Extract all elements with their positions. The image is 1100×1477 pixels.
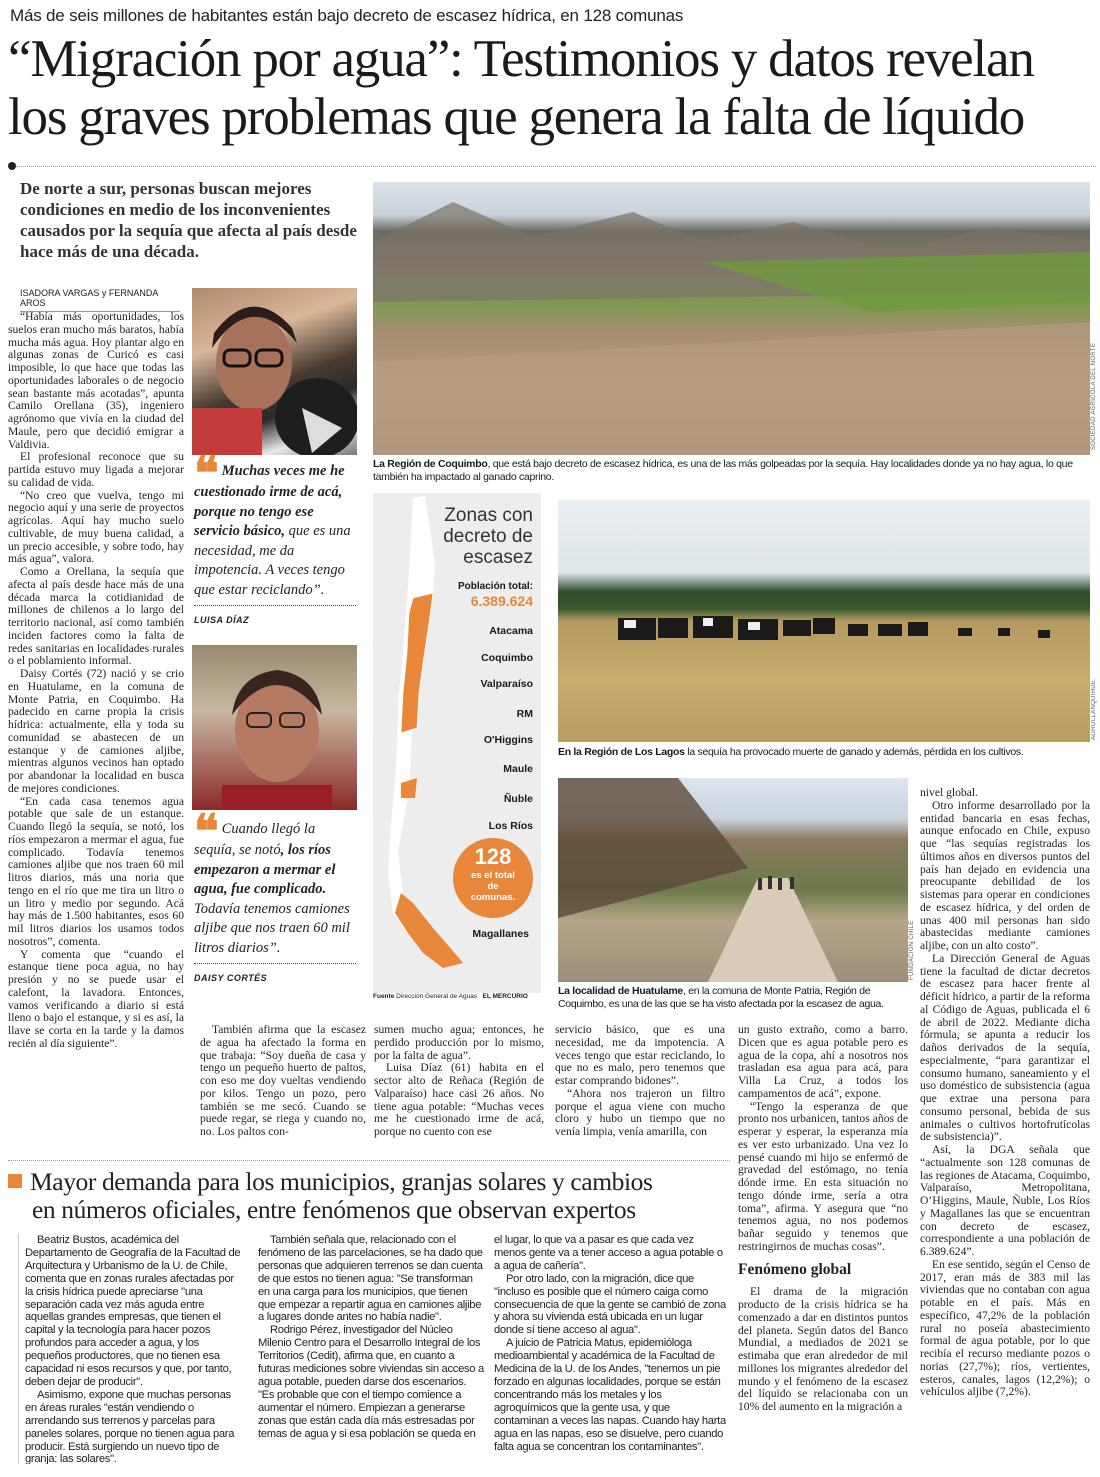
caption-lead: En la Región de Los Lagos	[558, 746, 685, 758]
pull-quote-daisy	[194, 804, 356, 989]
headline	[8, 30, 1098, 146]
sidebar-column-2	[258, 1234, 484, 1464]
paragraph: Así, la DGA señala que “actualmente son 128 comunas de las regiones de Atacama, Coquimbo, Valparaíso, Metropolitana, O’Higgins, Maule, Ñuble, Los Ríos y Magallanes las que se encuentran con decreto de escasez, correspondiente a una población de 6.389.624”.	[920, 1143, 1090, 1258]
region-label: Coquimbo	[481, 651, 533, 664]
paragraph: Y comenta que “cuando el estanque tiene poca agua, no hay presión y no se puede usar el calefont, la lavadora. Entonces, vamos verificando a diario si está lleno o bajo el estanque, y si es así, la llave se corta en la tarde y la damos recién al día siguiente”.	[8, 947, 184, 1050]
region-label: Valparaíso	[480, 678, 533, 690]
caption-text: la sequía ha provocado muerte de ganado y además, pérdida en los cultivos.	[684, 746, 1024, 758]
source-text: Dirección General de Aguas	[396, 993, 478, 1000]
region-label: Magallanes	[472, 928, 529, 940]
byline: ISADORA VARGAS y FERNANDA AROS	[20, 288, 180, 312]
region-label: Atacama	[489, 625, 533, 637]
quote-author: DAISY CORTÉS	[194, 963, 356, 989]
divider	[16, 166, 1096, 167]
photo-caption	[558, 746, 1093, 759]
paragraph: El drama de la migración producto de la crisis hídrica se ha comenzado a dar en distintos puntos del planeta. Según datos del Banco Mundial, a mediados de 2021 se estimaba que eran alrededor de mil millones los migrantes alrededor del mundo y el fenómeno de la escasez del líquido se relacionaba con un 10% del aumento en la migración a	[738, 1285, 908, 1413]
region-label: Maule	[503, 762, 533, 775]
orange-square-icon	[8, 1174, 22, 1188]
paragraph: un gusto extraño, como a barro. Dicen que es agua potable pero es agua de la copa, ahí a nosotros nos trasladan esa agua para acá, para Villa La Cruz, a todos los campamentos de acá”, expone.	[738, 1024, 908, 1100]
region-list	[423, 618, 533, 839]
paragraph: Beatriz Bustos, académica del Departamento de Geografía de la Facultad de Arquitectura y Urbanismo de la U. de Chile, comenta que en zonas rurales afectadas por la crisis hídrica puede apreciarse "una separación cada vez más aguda entre aquellas grandes empresas, que tienen el capital y la tecnología para hacer pozos profundos para acceder a agua, y los pequeños productores, que no tienen esa capacidad ni esos recursos y que, por tanto, deben dejar de producir".	[25, 1234, 241, 1388]
quote-bold: , los ríos empezaron a mermar el agua, fue complicado.	[194, 842, 336, 897]
sidebar-headline-line-2: en números oficiales, entre fenómenos que observan expertos	[32, 1195, 636, 1224]
paragraph: La Dirección General de Aguas tiene la facultad de dictar decretos de escasez para hacer frente al déficit hídrico, a partir de la reforma al Código de Aguas, publicada el 6 de abril de 2022. Mediante dicha fórmula, se apunta a reducir los daños derivados de la sequía, especialmente, “para garantizar el consumo humano, saneamiento y el uso doméstico de subsistencia (agua que extrae una persona para consumo personal, bebida de sus animales o cultivos hortofrutícolas de subsistencia)”.	[920, 951, 1090, 1144]
paragraph: el lugar, lo que va a pasar es que cada vez menos gente va a tener acceso a agua potable o a agua de cañería".	[494, 1234, 723, 1272]
region-label: Ñuble	[503, 793, 533, 805]
paragraph: “En cada casa tenemos agua potable que sale de un estanque. Cuando llegó la sequía, se notó, los ríos empezaron a mermar el agua, fue complicado. Todavía tenemos camiones aljibe que nos traen 60 mil litros diarios, más una noria que tengo en el río que me tira un litro o un litro y medio por segundo. Acá hay más de 1.500 habitantes, esos 60 mil litros diarios los usamos todos nosotros”, comenta.	[8, 794, 184, 948]
paragraph: “Había más oportunidades, los suelos eran mucho más baratos, había mucha más agua. Hoy plantar algo en algunas zonas de Curicó es casi imposible, lo que hace que todas las oportunidades laborales o de negocio sean bastante más acotadas”, apunta Camilo Orellana (35), ingeniero agrónomo que vivía en la ciudad del Maule, pero que decidió emigrar a Valdivia.	[8, 311, 184, 451]
brand-logo: EL MERCURIO	[482, 993, 528, 1000]
communes-badge	[453, 838, 533, 918]
paragraph: “Ahora nos trajeron un filtro porque el agua viene con mucho cloro y hubo un tiempo que no venía limpia, venía amarilla, con	[555, 1086, 725, 1138]
paragraph: Como a Orellana, la sequía que afecta al país desde hace más de una década marca la cotidianidad de millones de chilenos a lo largo del territorio nacional, así como también inciden factores como la falta de redes sanitarias en localidades rurales o el poblamiento informal.	[8, 565, 184, 668]
paragraph: Por otro lado, con la migración, dice que "incluso es posible que el número caiga como consecuencia de que la gente se cambió de zona y ahora su vivienda está ubicada en un lugar donde sí tiene acceso al agua".	[494, 1272, 726, 1337]
sidebar-column-1	[18, 1234, 242, 1464]
lede: De norte a sur, personas buscan mejores condiciones en medio de los inconvenientes causados por la sequía que afecta al país desde hace más de una década.	[20, 179, 357, 261]
sidebar-headline	[8, 1168, 728, 1224]
caption-text: , que está bajo decreto de escasez hídrica, es una de las más golpeadas por la sequía. Hay localidades donde ya no hay agua, lo que también ha impactado al ganado caprino.	[373, 458, 1073, 483]
paragraph: En ese sentido, según el Censo de 2017, eran más de 383 mil las viviendas que no contaban con agua potable en el país. Más en específico, 47,2% de la población rural no poseía abastecimiento formal de agua potable, por lo que recibía el recurso mediante pozos o norias (27,7%); ríos, vertientes, esteros, canales, lagos (12,2%); o vehículos aljibe (7,2%).	[920, 1257, 1090, 1399]
infographic-title: Zonas con decreto de escasez	[443, 505, 533, 568]
article-column-3	[374, 1024, 544, 1146]
quote-text: Todavía tenemos camiones aljibe que nos traen 60 mil litros diarios”.	[194, 900, 350, 956]
photo-credit: AGROLLANQUIHUE.	[1091, 677, 1097, 740]
paragraph: Luisa Díaz (61) habita en el sector alto de Reñaca (Región de Valparaíso) hace casi 26 años. No tiene agua potable: “Muchas veces me he cuestionado irme de acá, porque no cuento con ese	[374, 1061, 544, 1138]
quote-text: Cuando llegó la sequía, se notó	[194, 821, 316, 858]
population-label: Población total:	[458, 581, 533, 592]
region-label: RM	[516, 707, 533, 720]
region-label: O'Higgins	[483, 734, 533, 746]
paragraph: sumen mucho agua; entonces, he perdido producción por lo mismo, por la falta de agua”.	[374, 1024, 544, 1062]
section-heading: Fenómeno global	[738, 1260, 852, 1278]
photo-credit: FUNDACIÓN CHILE	[909, 920, 915, 980]
pull-quote-luisa	[194, 446, 356, 631]
paragraph: El profesional reconoce que su partida estuvo muy ligada a mejorar su calidad de vida.	[8, 450, 184, 489]
quote-text: que es una necesidad, me da impotencia. A veces tengo que estar reciclando”.	[194, 523, 351, 598]
caption-text: , en la comuna de Monte Patria, Región de Coquimbo, es una de las que se ha visto afectada por la escasez de agua.	[558, 985, 884, 1010]
photo-credit: SOCIEDAD AGRÍCOLA DEL NORTE	[1091, 342, 1097, 450]
paragraph: Otro informe desarrollado por la entidad bancaria en esas fechas, aunque enfocado en Chile, expuso que “las sequías registradas los últimos años en diversos puntos del país han dejado en evidencia una preocupante debilidad de los sistemas para operar en condiciones de escasez hídrica, y del orden de unas 400 mil personas han sido abastecidas mediante camiones aljibe, con un alto costo”.	[920, 798, 1090, 952]
quote-mark-icon: ❝	[194, 446, 219, 500]
caption-lead: La Región de Coquimbo	[373, 458, 488, 470]
quote-bold: Muchas veces me he cuestionado irme de acá, porque no tengo ese servicio básico,	[194, 463, 345, 539]
divider	[8, 1160, 730, 1161]
photo-caption	[558, 985, 910, 1011]
sidebar-headline-line-1: Mayor demanda para los municipios, granjas solares y cambios	[30, 1167, 653, 1196]
quote-author: LUISA DÍAZ	[194, 605, 356, 631]
article-column-2	[200, 1024, 366, 1146]
infographic-source	[373, 993, 543, 1000]
paragraph: También afirma que la escasez de agua ha afectado la forma en que trabaja: “Soy dueña de casa y tengo un pequeño huerto de paltos, con eso me doy vueltas vendiendo por kilos. Tengo un pozo, pero también se me secó. Cuando se puede regar, se riega y cuando no, no. Los paltos con-	[200, 1024, 366, 1138]
photo-coquimbo	[373, 182, 1090, 455]
kicker: Más de seis millones de habitantes están bajo decreto de escasez hídrica, en 128 comunas	[10, 6, 684, 25]
badge-text: es el total de comunas.	[470, 870, 516, 903]
article-column-1	[8, 311, 184, 1146]
quote-mark-icon: ❝	[194, 804, 219, 858]
paragraph: Asimismo, expone que muchas personas en áreas rurales "están vendiendo o arrendando sus terrenos y parcelas para paneles solares, porque no tienen agua para producir. Está surgiendo un nuevo tipo de granja: las solares".	[25, 1388, 235, 1464]
rule-dot	[8, 162, 16, 170]
paragraph: “Tengo la esperanza de que pronto nos urbanicen, tantos años de esperar y esperar, la esperanza mía es ver esto urbanizado. Una vez lo pensé cuando mi hijo se enfermó de gravedad del estómago, no tenía dónde irme. En esta situación no tengo dónde irme, sería a otra toma”, afirma. Y asegura que “no tenemos agua, no nos podemos bañar seguido y tenemos que restringirnos de muchas cosas”.	[738, 1099, 908, 1253]
paragraph: “No creo que vuelva, tengo mi negocio aquí y una serie de proyectos agrícolas. Aquí hay mucho suelo cultivable, de muy buena calidad, a un precio accesible, y sobre todo, hay más agua”, valora.	[8, 488, 184, 566]
article-column-6	[920, 787, 1090, 1467]
paragraph: A juicio de Patricia Matus, epidemióloga medioambiental y académica de la Facultad de Medicina de la U. de los Andes, "tenemos un pie forzado en algunas localidades, porque se están concentrando más los metales y los agroquímicos que la gente usa, y que contaminan a veces las napas. Cuando hay harta agua en las napas, eso se disuelve, pero cuando falta agua se concentran los contaminantes".	[494, 1337, 726, 1453]
paragraph: servicio básico, que es una necesidad, me da impotencia. A veces tengo que estar reciclando, lo que no es malo, pero tenemos que estar comprando bidones”.	[555, 1024, 725, 1087]
photo-daisy-cortes	[192, 645, 357, 810]
article-column-5	[738, 1024, 908, 1464]
paragraph: Daisy Cortés (72) nació y se crio en Huatulame, en la comuna de Monte Patria, en Coquimbo. Ha padecido en carne propia la crisis hídrica: actualmente, ella y toda su comunidad se abastecen de un estanque y de camiones aljibe, mientras algunos vecinos han optado por abandonar la localidad en busca de mejores condiciones.	[8, 667, 184, 795]
population-value: 6.389.624	[470, 593, 533, 609]
photo-huatulame	[558, 778, 908, 982]
photo-los-lagos-cattle	[558, 500, 1090, 742]
article-column-4	[555, 1024, 725, 1146]
caption-lead: La localidad de Huatulame	[558, 985, 683, 997]
badge-number: 128	[474, 844, 512, 869]
headline-line-1: “Migración por agua”: Testimonios y datos revelan	[8, 30, 1034, 88]
region-label: Los Ríos	[488, 819, 533, 832]
sidebar-column-3	[494, 1234, 726, 1464]
infographic-map	[373, 493, 541, 993]
paragraph: nivel global.	[920, 787, 978, 799]
photo-caption	[373, 458, 1093, 484]
headline-line-2: los graves problemas que genera la falta de líquido	[8, 88, 1025, 146]
paragraph: También señala que, relacionado con el fenómeno de las parcelaciones, se ha dado que personas que adquieren terrenos se dan cuenta de que estos no tienen agua: "Se transforman en una carga para los municipios, que tienen que empezar a repartir agua en camiones aljibe a lugares donde antes no había nadie".	[258, 1234, 483, 1324]
paragraph: Rodrigo Pérez, investigador del Núcleo Milenio Centro para el Desarrollo Integral de los Territorios (Cedit), afirma que, en cuanto a futuras mediciones sobre viviendas sin acceso a agua potable, pueden darse dos escenarios. "Es probable que con el tiempo comience a aumentar el número. Empiezan a generarse zonas que están cada día más estresadas por temas de agua y si esa población se queda en	[258, 1324, 484, 1440]
photo-luisa-diaz	[192, 288, 357, 455]
source-label: Fuente	[373, 993, 395, 1000]
